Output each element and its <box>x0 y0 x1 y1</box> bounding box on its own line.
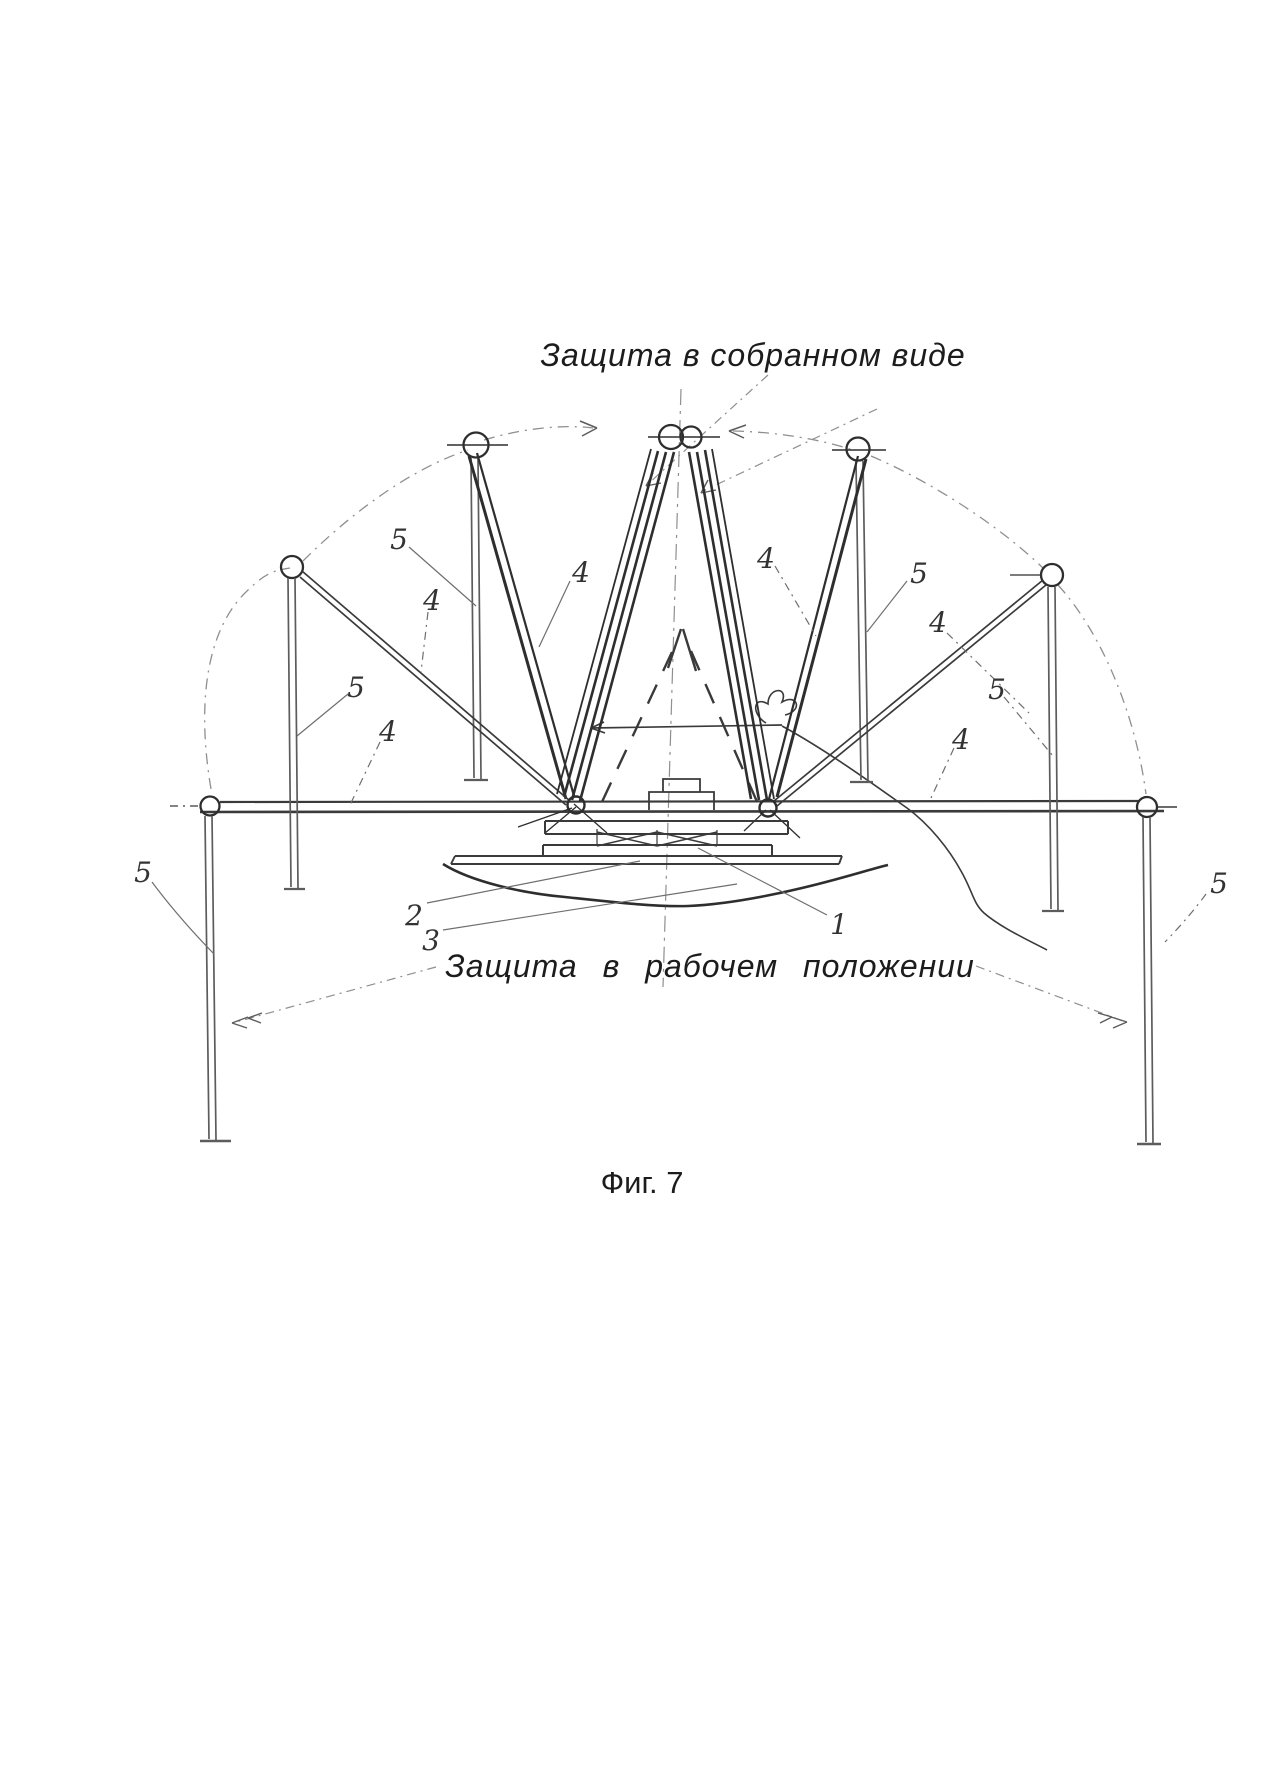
part-number-label: 5 <box>1210 867 1228 900</box>
part-number-label: 3 <box>422 924 440 957</box>
part-number-label: 1 <box>830 908 848 941</box>
joint-far-right <box>1137 797 1157 817</box>
joint-outer-left <box>281 556 303 578</box>
part-number-label: 4 <box>572 556 590 589</box>
pull-cord-curve <box>782 726 1047 950</box>
rod-bundle-left <box>557 449 674 801</box>
part-number-label: 5 <box>347 671 365 704</box>
scissor-lattice <box>597 829 717 846</box>
folded-frame-bar <box>170 801 1177 812</box>
part-number-label: 5 <box>134 856 152 889</box>
title-working-position: Защита в рабочем положении <box>445 948 975 984</box>
hinge-joints <box>201 425 1158 817</box>
part-number-label: 4 <box>379 715 397 748</box>
base-plank <box>451 856 842 864</box>
part-number-label: 4 <box>757 542 775 575</box>
fold-arrow-left-icon <box>580 421 597 436</box>
part-number-label: 5 <box>988 673 1006 706</box>
part-number-label: 2 <box>405 899 423 932</box>
part-number-labels <box>134 523 1228 957</box>
working-leader-arrow-left-icon <box>232 1013 262 1028</box>
rod-bundle-right <box>689 449 774 800</box>
part-number-label: 4 <box>423 584 441 617</box>
working-leader-arrow-right-icon <box>1098 1013 1127 1028</box>
pedestal <box>649 779 714 810</box>
part-number-label: 4 <box>929 606 947 639</box>
part-number-label: 5 <box>910 557 928 590</box>
rod-inner-left <box>469 453 574 799</box>
figure-caption: Фиг. 7 <box>600 1165 684 1200</box>
part-number-label: 4 <box>952 723 970 756</box>
part-number-label: 5 <box>390 523 408 556</box>
title-assembled: Защита в собранном виде <box>540 337 966 373</box>
joint-outer-right <box>1041 564 1063 586</box>
fold-motion-arc-left <box>205 427 593 789</box>
